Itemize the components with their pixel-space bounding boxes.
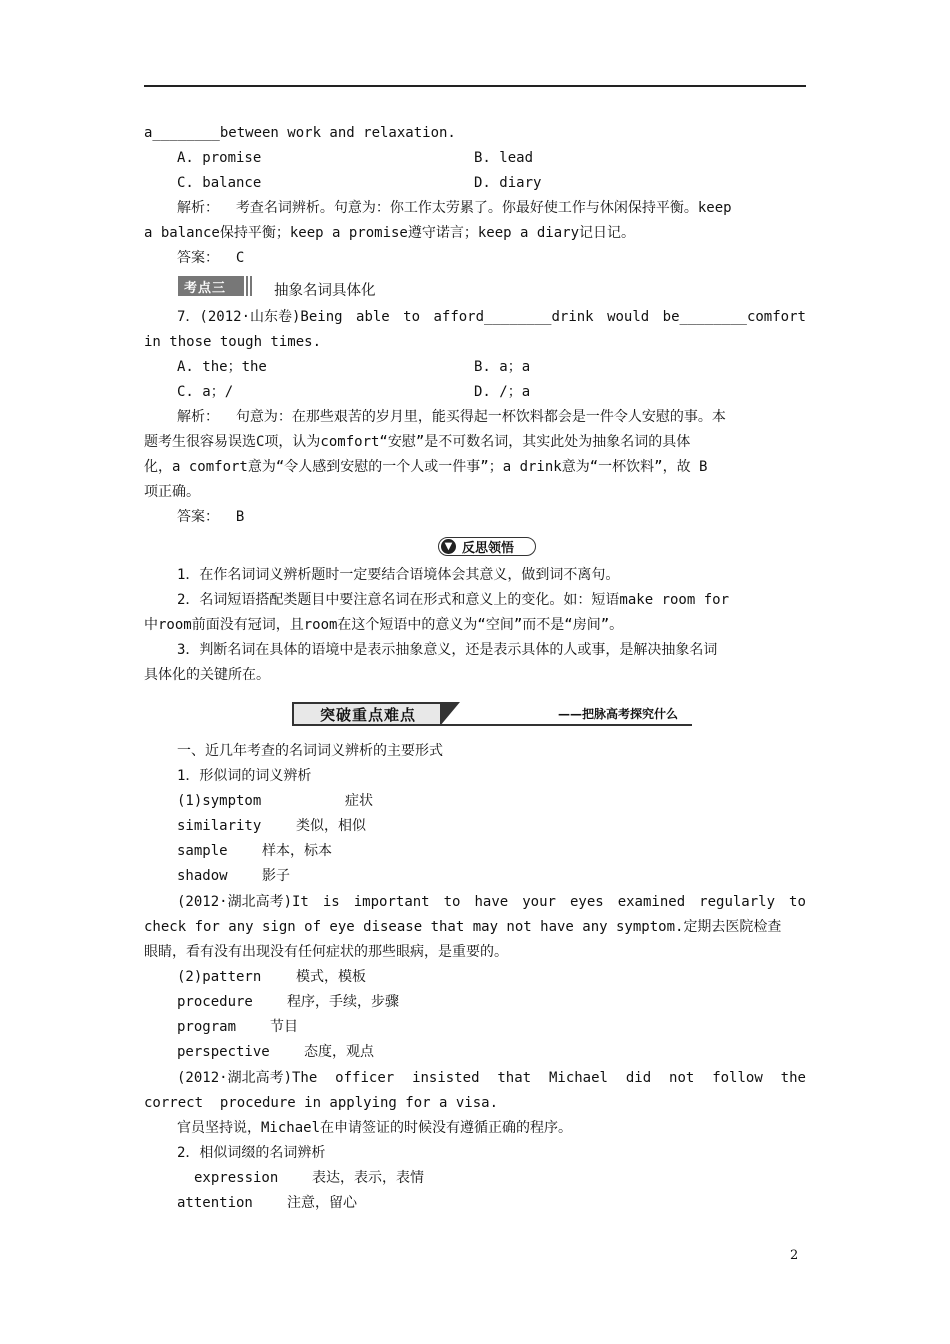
example-2-line-2: correct procedure in applying for a visa. xyxy=(144,1095,499,1111)
q7-word: be________comfort xyxy=(662,309,806,325)
section-1-heading: 一、近几年考查的名词词义辨析的主要形式 xyxy=(177,743,443,759)
vocab-word: similarity xyxy=(177,818,262,834)
subsection-1-heading: 1．形似词的词义辨析 xyxy=(177,768,312,784)
vocab-meaning: 影子 xyxy=(262,868,290,884)
q7-option-c: C. a；/ xyxy=(177,384,234,400)
reflection-point-1: 1．在作名词词义辨析题时一定要结合语境体会其意义，做到词不离句。 xyxy=(177,567,620,583)
q7-word: able xyxy=(356,309,390,325)
ex-word: important xyxy=(353,894,430,910)
vocab-meaning: 态度，观点 xyxy=(304,1044,374,1060)
q7-word: to xyxy=(403,309,421,325)
banner-line xyxy=(442,724,692,726)
q7-option-d: D. /；a xyxy=(474,384,531,400)
q7-option-a: A. the；the xyxy=(177,359,267,375)
vocab-word: perspective xyxy=(177,1044,270,1060)
arrow-down-icon: ▼ xyxy=(441,539,456,554)
example-1-line-3: 眼睛，看有没有出现没有任何症状的那些眼病，是重要的。 xyxy=(144,944,508,960)
ex-word: your xyxy=(522,894,556,910)
ex-word: follow xyxy=(712,1070,763,1086)
ex-word: Michael xyxy=(548,1070,608,1086)
header-rule xyxy=(144,85,806,87)
reflection-badge xyxy=(438,537,536,556)
vocab-meaning: 程序，手续，步骤 xyxy=(287,994,399,1010)
ex-word: have xyxy=(474,894,509,910)
example-2-line-1 xyxy=(177,1068,806,1088)
vocab-meaning: 类似，相似 xyxy=(296,818,366,834)
ex-word: to xyxy=(789,894,806,910)
ex-word: (2012·湖北高考)The xyxy=(177,1070,318,1086)
q6-option-b: B. lead xyxy=(474,150,534,166)
vocab-meaning: 表达，表示，表情 xyxy=(312,1170,424,1186)
ex-word: the xyxy=(780,1070,806,1086)
q7-stem-line-2: in those tough times. xyxy=(144,334,322,350)
vocab-meaning: 注意，留心 xyxy=(287,1195,357,1211)
q7-word: would xyxy=(607,309,650,325)
q6-answer: 答案： C xyxy=(177,250,245,266)
topic-3-title: 抽象名词具体化 xyxy=(274,283,376,299)
vocab-word: shadow xyxy=(177,868,228,884)
vocab-meaning: 样本，标本 xyxy=(262,843,332,859)
q7-explanation-3: 化，a comfort意为“令人感到安慰的一个人或一件事”；a drink意为“一杯饮料”，故 B xyxy=(144,459,708,475)
section-banner xyxy=(292,702,692,728)
vocab-word: expression xyxy=(194,1170,279,1186)
page-number: 2 xyxy=(790,1248,799,1263)
vocab-meaning: 节目 xyxy=(270,1019,298,1035)
banner-triangle xyxy=(440,702,460,726)
ex-word: is xyxy=(322,894,340,910)
reflection-point-3b: 具体化的关键所在。 xyxy=(144,667,270,683)
example-2-translation: 官员坚持说，Michael在申请签证的时候没有遵循正确的程序。 xyxy=(177,1120,572,1136)
vocab-word: attention xyxy=(177,1195,253,1211)
ex-word: officer xyxy=(335,1070,395,1086)
q7-option-b: B. a；a xyxy=(474,359,531,375)
ex-word: to xyxy=(443,894,461,910)
subsection-2-heading: 2．相似词缀的名词辨析 xyxy=(177,1145,326,1161)
vocab-word: procedure xyxy=(177,994,253,1010)
q6-stem-line: a________between work and relaxation. xyxy=(144,125,456,141)
ex-word: examined xyxy=(617,894,686,910)
badge-decoration xyxy=(246,276,254,296)
example-1-line-2: check for any sign of eye disease that may not have any symptom.定期去医院检查 xyxy=(144,919,782,935)
banner-title: 突破重点难点 xyxy=(292,702,442,726)
ex-word: that xyxy=(497,1070,532,1086)
q6-option-d: D. diary xyxy=(474,175,542,191)
vocab-word: (1)symptom xyxy=(177,793,262,809)
banner-subtitle: ——把脉高考探究什么 xyxy=(557,707,678,721)
section-badge-3: 考点三 xyxy=(178,276,244,296)
ex-word: (2012·湖北高考)It xyxy=(177,894,309,910)
q6-explanation-2: a balance保持平衡；keep a promise遵守诺言；keep a diary记日记。 xyxy=(144,225,636,241)
reflection-label: 反思领悟 xyxy=(462,541,515,556)
q7-explanation-1: 解析： 句意为：在那些艰苦的岁月里，能买得起一杯饮料都会是一件令人安慰的事。本 xyxy=(177,409,726,425)
q6-option-a: A. promise xyxy=(177,150,262,166)
ex-word: not xyxy=(669,1070,695,1086)
reflection-point-2b: 中room前面没有冠词，且room在这个短语中的意义为“空间”而不是“房间”。 xyxy=(144,617,624,633)
vocab-word: (2)pattern xyxy=(177,969,262,985)
vocab-meaning: 症状 xyxy=(345,793,373,809)
ex-word: insisted xyxy=(412,1070,480,1086)
q7-answer: 答案： B xyxy=(177,509,245,525)
q6-option-c: C. balance xyxy=(177,175,262,191)
q6-explanation-1: 解析： 考查名词辨析。句意为：你工作太劳累了。你最好使工作与休闲保持平衡。keep xyxy=(177,200,732,216)
q7-explanation-4: 项正确。 xyxy=(144,484,200,500)
ex-word: did xyxy=(625,1070,652,1086)
q7-word: 7．(2012·山东卷)Being xyxy=(177,309,343,325)
vocab-word: program xyxy=(177,1019,237,1035)
q7-stem-line-1 xyxy=(177,307,806,327)
q7-word: afford________drink xyxy=(433,309,594,325)
reflection-point-3a: 3．判断名词在具体的语境中是表示抽象意义，还是表示具体的人或事，是解决抽象名词 xyxy=(177,642,718,658)
q7-explanation-2: 题考生很容易误选C项，认为comfort“安慰”是不可数名词，其实此处为抽象名词的具体 xyxy=(144,434,691,450)
vocab-word: sample xyxy=(177,843,228,859)
vocab-meaning: 模式，模板 xyxy=(296,969,366,985)
reflection-point-2a: 2．名词短语搭配类题目中要注意名词在形式和意义上的变化。如：短语make room for xyxy=(177,592,730,608)
example-1-line-1 xyxy=(177,892,806,912)
ex-word: eyes xyxy=(569,894,604,910)
ex-word: regularly xyxy=(699,894,776,910)
